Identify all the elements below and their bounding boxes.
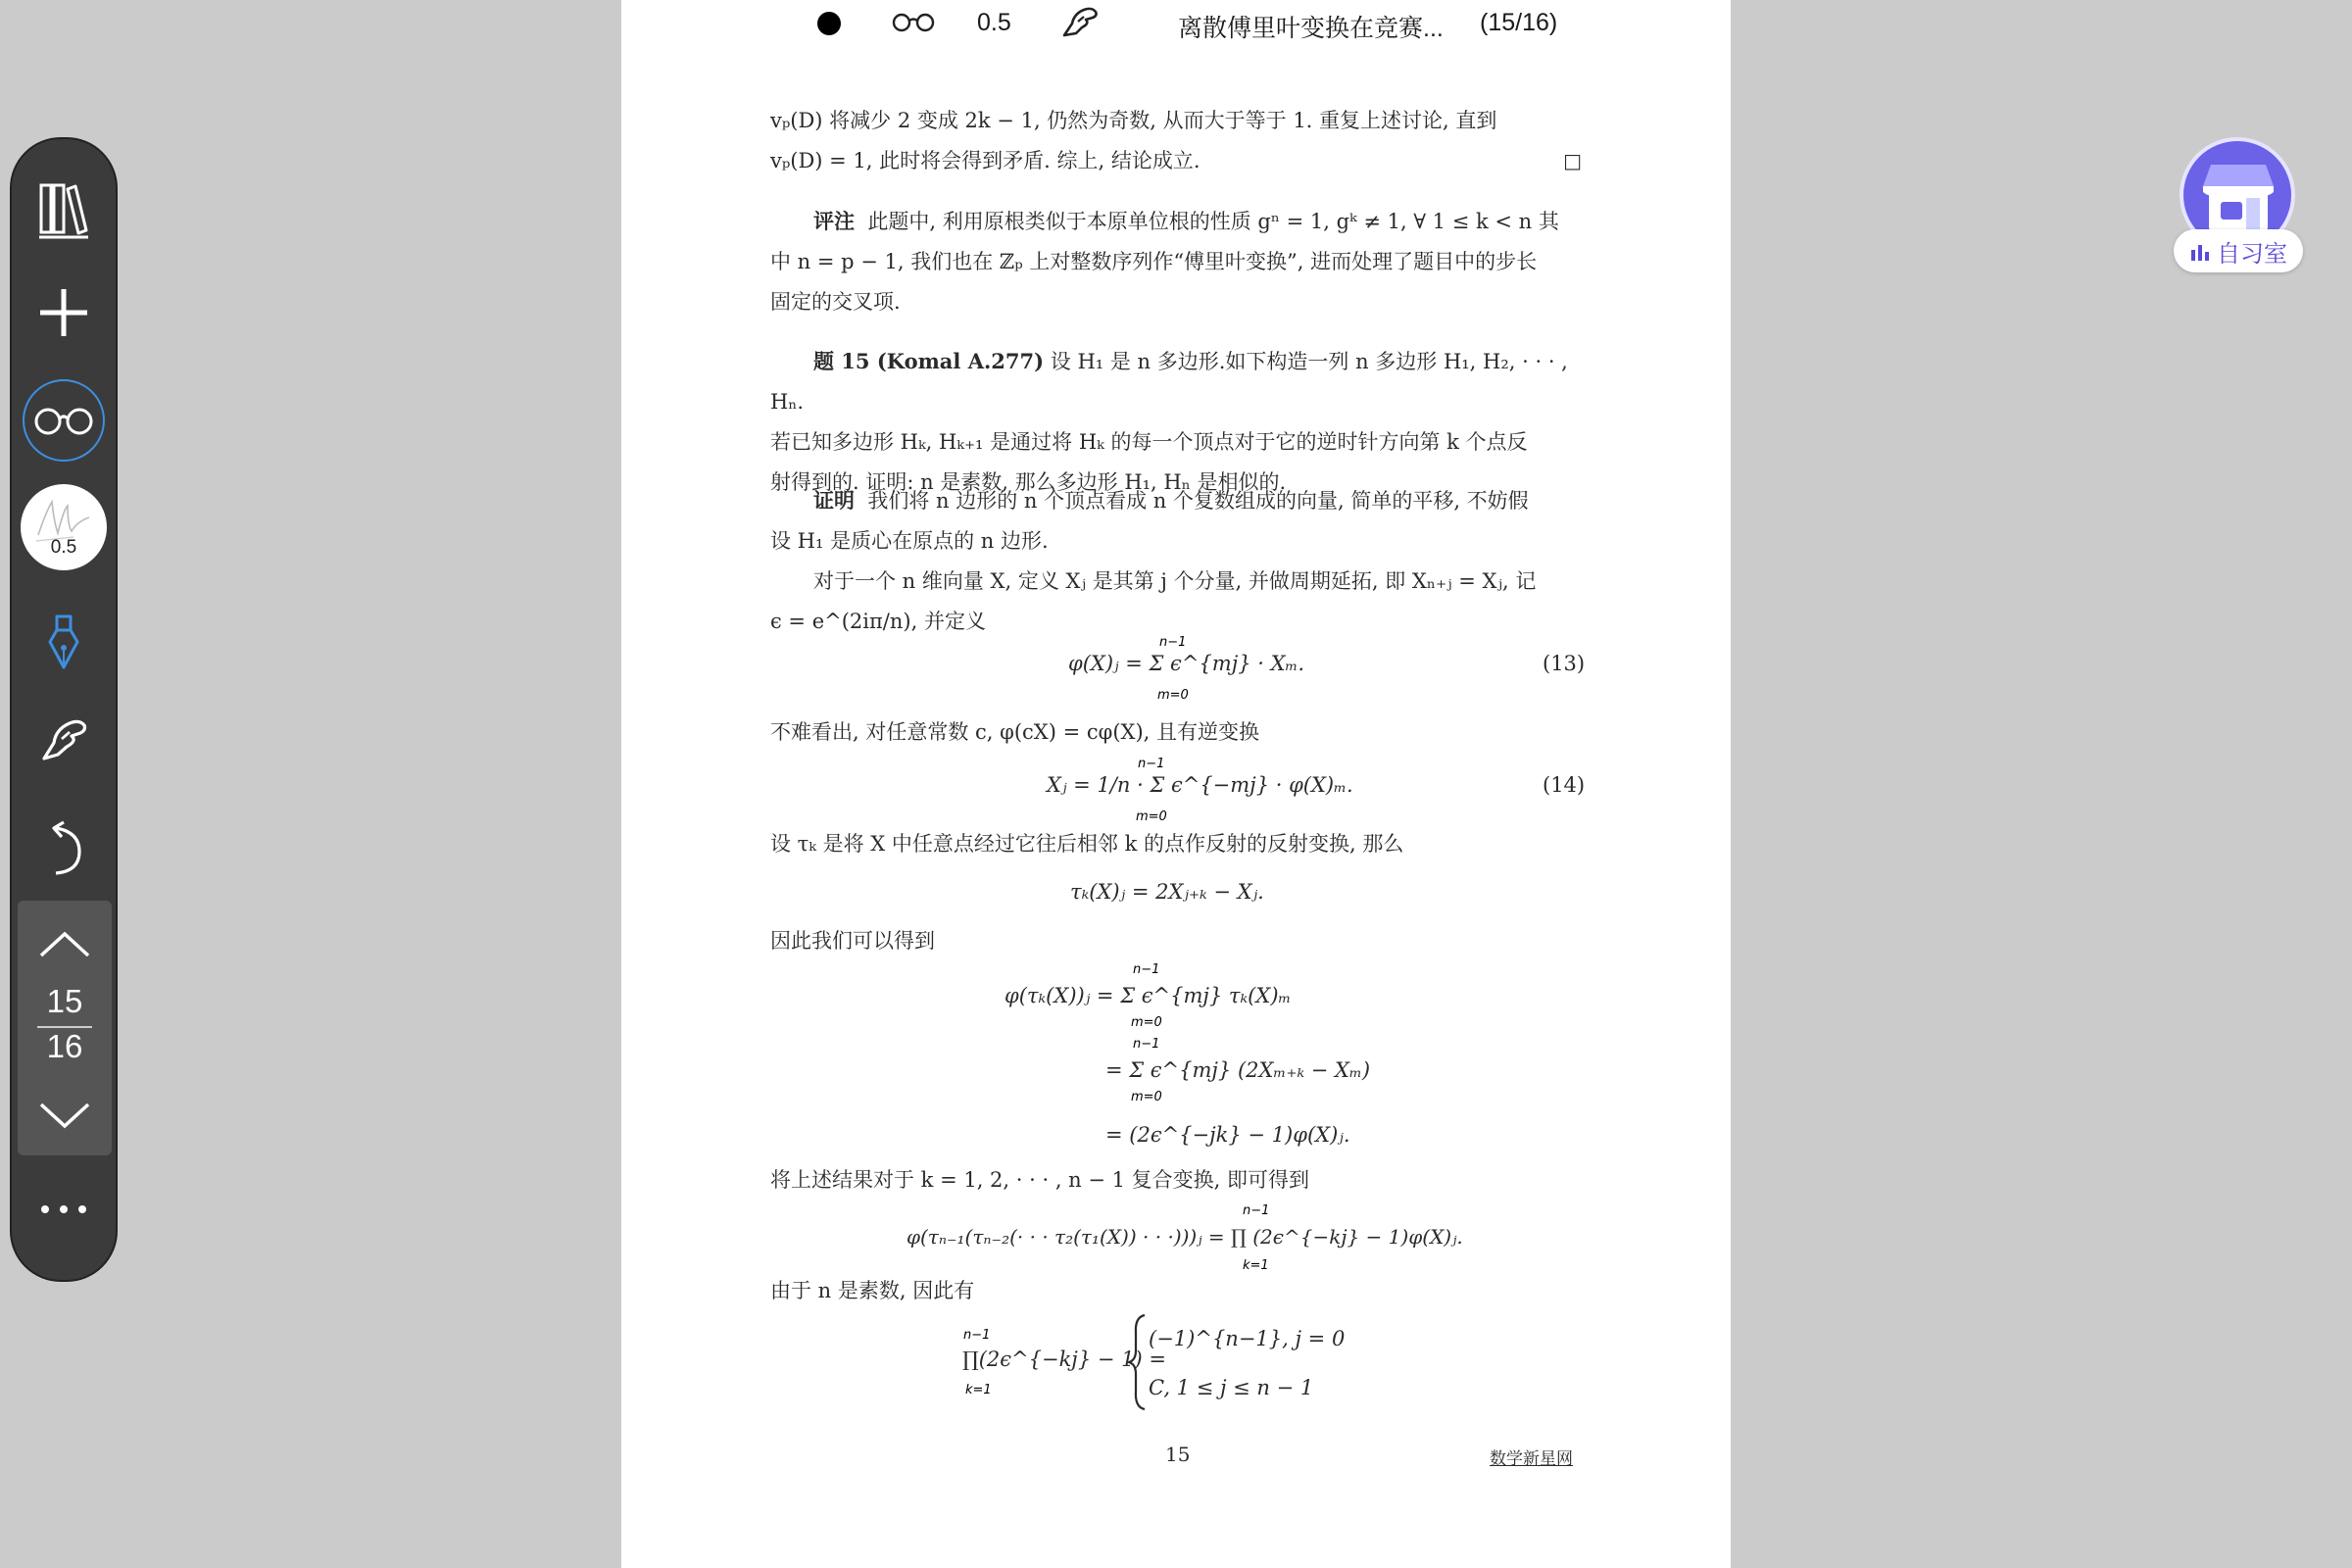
text-line: 若已知多边形 Hₖ, Hₖ₊₁ 是通过将 Hₖ 的每一个顶点对于它的逆时针方向第 k 个点反 [770, 430, 1528, 454]
proof-paragraph [770, 480, 1582, 642]
page-down-chevron-icon[interactable] [37, 1101, 92, 1130]
undo-icon [42, 818, 85, 877]
study-room-button[interactable] [2174, 137, 2303, 274]
text-line: 射得到的. 证明: n 是素数, 那么多边形 H₁, Hₙ 是相似的. [770, 470, 1287, 494]
text-line: 设 H₁ 是 n 多边形.如下构造一列 n 多边形 H₁, H₂, · · · , Hₙ. [770, 350, 1568, 414]
equation-case-2: C, 1 ≤ j ≤ n − 1 [1149, 1376, 1314, 1399]
left-toolbar [10, 137, 118, 1282]
sum-upper-limit: n−1 [1133, 1037, 1160, 1052]
sum-lower-limit: m=0 [1131, 1090, 1162, 1104]
pen-tool-button[interactable] [12, 598, 116, 686]
thickness-value[interactable]: 0.5 [977, 9, 1011, 36]
text-line: ϵ = e^(2iπ/n), 并定义 [770, 610, 986, 633]
remark-paragraph [770, 201, 1582, 322]
text-line: 不难看出, 对任意常数 c, φ(cX) = cφ(X), 且有逆变换 [770, 720, 1260, 744]
add-button[interactable] [12, 269, 116, 357]
storefront-icon [2199, 159, 2278, 233]
text-line: 固定的交叉项. [770, 290, 901, 314]
more-dot [60, 1205, 68, 1213]
fountain-pen-icon [46, 612, 81, 671]
page-number: 15 [1165, 1443, 1191, 1466]
cases-brace [1127, 1313, 1149, 1411]
text-line: 此题中, 利用原根类似于本原单位根的性质 gⁿ = 1, gᵏ ≠ 1, ∀ 1 ≤ k < n 其 [867, 210, 1559, 233]
text-line: 设 H₁ 是质心在原点的 n 边形. [770, 529, 1049, 553]
pen-color-dot[interactable] [817, 12, 841, 35]
study-room-text: 自习室 [2217, 240, 2287, 268]
equation-composition: φ(τₙ₋₁(τₙ₋₂(· · · τ₂(τ₁(X)) · · ·)))ⱼ = ∏ (2ϵ^{−kj} − 1)φ(X)ⱼ. [906, 1225, 1463, 1249]
text-line: 中 n = p − 1, 我们也在 ℤₚ 上对整数序列作“傅里叶变换”, 进而处理了题目中的步长 [770, 250, 1538, 273]
remark-label: 评注 [813, 209, 855, 233]
text-paragraph [770, 824, 1582, 864]
books-icon [37, 181, 90, 240]
sum-lower-limit: m=0 [1157, 688, 1189, 703]
text-paragraph [770, 921, 1582, 961]
sum-upper-limit: n−1 [1159, 635, 1187, 650]
text-line: 我们将 n 边形的 n 个顶点看成 n 个复数组成的向量, 简单的平移, 不妨假 [867, 489, 1529, 513]
current-page: 15 [46, 983, 83, 1019]
problem-label: 题 15 (Komal A.277) [813, 349, 1045, 373]
undo-button[interactable] [12, 804, 116, 892]
hand-tool-button[interactable] [12, 696, 116, 784]
document-title: 离散傅里叶变换在竞赛... [1178, 15, 1444, 42]
equation-13: φ(X)ⱼ = Σ ϵ^{mj} · Xₘ. [1068, 652, 1305, 675]
footer-brand: 数学新星网 [1490, 1449, 1573, 1469]
proof-label: 证明 [813, 488, 855, 513]
sum-lower-limit: m=0 [1131, 1015, 1162, 1030]
text-line: 由于 n 是素数, 因此有 [770, 1279, 975, 1302]
text-line: vₚ(D) 将减少 2 变成 2k − 1, 仍然为奇数, 从而大于等于 1. 重复上述讨论, 直到 [770, 109, 1497, 132]
equation-case-1: (−1)^{n−1}, j = 0 [1149, 1327, 1346, 1350]
glasses-icon[interactable] [891, 10, 936, 33]
text-line: 将上述结果对于 k = 1, 2, · · · , n − 1 复合变换, 即可得到 [770, 1168, 1310, 1192]
total-pages: 16 [46, 1028, 83, 1064]
equation-14: Xⱼ = 1/n · Σ ϵ^{−mj} · φ(X)ₘ. [1047, 773, 1353, 797]
text-paragraph [770, 712, 1582, 753]
equation-aligned-line-2: = Σ ϵ^{mj} (2Xₘ₊ₖ − Xₘ) [1105, 1058, 1371, 1082]
text-paragraph [770, 1271, 1582, 1311]
paragraph-end-of-proof [770, 101, 1582, 181]
plus-icon [37, 286, 90, 339]
more-dot [78, 1205, 86, 1213]
page-up-chevron-icon[interactable] [37, 930, 92, 959]
equation-cases-lhs: ∏(2ϵ^{−kj} − 1) = [962, 1348, 1166, 1371]
page-indicator: (15/16) [1480, 9, 1558, 36]
text-line: 因此我们可以得到 [770, 929, 935, 953]
study-room-label [2174, 229, 2303, 272]
product-lower-limit: k=1 [1243, 1258, 1269, 1273]
product-upper-limit: n−1 [1243, 1203, 1270, 1218]
hand-icon [38, 715, 89, 764]
hand-icon[interactable] [1060, 4, 1100, 39]
text-line: vₚ(D) = 1, 此时将会得到矛盾. 综上, 结论成立. [770, 149, 1200, 172]
sum-upper-limit: n−1 [1138, 757, 1165, 771]
bar-chart-icon [2189, 240, 2211, 262]
equation-tau: τₖ(X)ⱼ = 2Xⱼ₊ₖ − Xⱼ. [1070, 880, 1264, 904]
text-line: 设 τₖ 是将 X 中任意点经过它往后相邻 k 的点作反射的反射变换, 那么 [770, 832, 1404, 856]
more-dot [41, 1205, 49, 1213]
product-upper-limit: n−1 [963, 1328, 991, 1343]
library-button[interactable] [12, 167, 116, 255]
equation-number: (13) [1543, 652, 1586, 675]
product-lower-limit: k=1 [965, 1383, 992, 1397]
equation-number: (14) [1543, 773, 1586, 797]
text-line: 对于一个 n 维向量 X, 定义 Xⱼ 是其第 j 个分量, 并做周期延拓, 即 Xₙ₊ⱼ = Xⱼ, 记 [813, 569, 1537, 593]
page-navigator [18, 901, 112, 1155]
qed-mark: □ [1563, 149, 1582, 172]
equation-aligned-line-1: φ(τₖ(X))ⱼ = Σ ϵ^{mj} τₖ(X)ₘ [1004, 984, 1292, 1007]
text-paragraph [770, 1160, 1582, 1200]
pen-size-value: 0.5 [50, 537, 77, 558]
sum-upper-limit: n−1 [1133, 962, 1160, 977]
pen-size-button[interactable] [21, 484, 107, 570]
equation-aligned-line-3: = (2ϵ^{−jk} − 1)φ(X)ⱼ. [1105, 1123, 1350, 1147]
problem-paragraph [770, 341, 1582, 503]
reader-top-bar [621, 0, 1731, 45]
glasses-icon [33, 404, 94, 437]
reading-mode-button[interactable] [23, 379, 105, 462]
sum-lower-limit: m=0 [1136, 809, 1167, 824]
more-button[interactable] [12, 1190, 116, 1229]
